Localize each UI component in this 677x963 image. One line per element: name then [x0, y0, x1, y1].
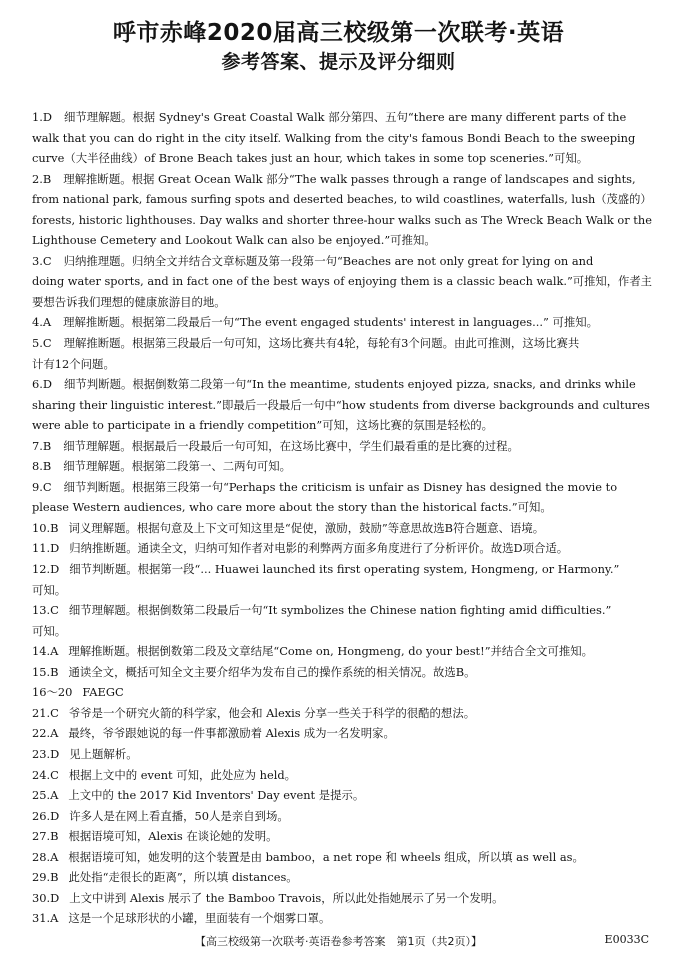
answer-line	[32, 189, 652, 210]
answer-line	[32, 600, 652, 621]
answer-line	[32, 662, 652, 683]
answer-line	[32, 744, 652, 765]
answer-line	[32, 333, 652, 354]
answer-number: 3.C	[32, 253, 52, 268]
answer-number: 16～20	[32, 685, 73, 700]
answer-explanation: 此处指“走很长的距离”，所以填 distances。	[68, 870, 298, 885]
answer-line	[32, 148, 652, 169]
answer-line	[32, 271, 652, 292]
answer-explanation: 可知。	[32, 623, 67, 638]
answer-line	[32, 641, 652, 662]
answer-line	[32, 559, 652, 580]
answer-explanation: FAEGC	[82, 685, 124, 700]
answer-explanation: Lighthouse Cemetery and Lookout Walk can also be enjoyed.”可推知。	[32, 233, 436, 248]
answer-number: 2.B	[32, 171, 52, 186]
answer-explanation: 细节判断题。根据倒数第二段第一句“In the meantime, students enjoyed pizza, snacks, and drinks while	[64, 377, 636, 392]
answer-line	[32, 354, 652, 375]
answer-number: 22.A	[32, 726, 59, 741]
answer-explanation: 可知。	[32, 582, 67, 597]
answer-line	[32, 251, 652, 272]
answer-number: 14.A	[32, 644, 59, 659]
answer-explanation: 细节理解题。根据最后一段最后一句可知，在这场比赛中，学生们最看重的是比赛的过程。	[63, 438, 519, 453]
answer-explanation: 归纳推理题。归纳全文并结合文章标题及第一段第一句“Beaches are not only great for lying on and	[63, 253, 594, 268]
answer-number: 8.B	[32, 459, 52, 474]
answer-explanation: 理解推断题。根据倒数第二段及文章结尾“Come on, Hongmeng, do your best!”并结合全文可推知。	[68, 644, 594, 659]
answer-line	[32, 128, 652, 149]
answer-number: 11.D	[32, 541, 60, 556]
answer-number: 4.A	[32, 315, 52, 330]
answer-explanation: 细节理解题。根据第二段第一、二两句可知。	[63, 459, 292, 474]
answer-explanation: 细节理解题。根据 Sydney's Great Coastal Walk 部分第四、五句“there are many different parts of the	[64, 110, 627, 124]
page-title: 呼市赤峰2020届高三校级第一次联考·英语	[112, 20, 565, 46]
answer-line	[32, 518, 652, 539]
answer-number: 25.A	[32, 788, 59, 803]
answer-number: 30.D	[32, 890, 60, 905]
answer-line	[32, 169, 652, 190]
answer-line	[32, 538, 652, 559]
answer-number: 31.A	[32, 911, 59, 926]
answer-number: 5.C	[32, 336, 52, 351]
answer-line	[32, 415, 652, 436]
answer-line	[32, 230, 652, 251]
answer-line	[32, 374, 652, 395]
answer-explanation: curve（大半径曲线）of Brone Beach takes just an hour, which takes in some top sceneries.”可知。	[32, 151, 589, 166]
answer-line	[32, 477, 652, 498]
answer-explanation: 上文中的 the 2017 Kid Inventors' Day event 是提示。	[68, 788, 365, 803]
answer-explanation: 理解推断题。根据第三段最后一句可知，这场比赛共有4轮，每轮有3个问题。由此可推测，这场比赛共	[63, 336, 580, 351]
answer-explanation: 理解推断题。根据第二段最后一句“The event engaged students' interest in languages...” 可推知。	[63, 315, 599, 330]
answer-line	[32, 395, 652, 416]
answer-line	[32, 107, 652, 128]
answer-explanation: 根据上文中的 event 可知，此处应为 held。	[68, 767, 297, 782]
answer-list	[32, 107, 652, 929]
answer-explanation: 归纳推断题。通读全文，归纳可知作者对电影的利弊两方面多角度进行了分析评价。故选D项合适。	[69, 541, 569, 556]
answer-line	[32, 867, 652, 888]
answer-line	[32, 456, 652, 477]
answer-explanation: 计有12个问题。	[32, 356, 115, 371]
answer-explanation: please Western audiences, who care more about the story than the historical facts.”可知。	[32, 500, 552, 515]
answer-number: 24.C	[32, 767, 59, 782]
answer-explanation: 细节判断题。根据第一段“... Huawei launched its first operating system, Hongmeng, or Harmony.”	[69, 562, 620, 577]
answer-line	[32, 785, 652, 806]
answer-explanation: 通读全文，概括可知全文主要介绍华为发布自己的操作系统的相关情况。故选B。	[68, 664, 476, 679]
answer-line	[32, 312, 652, 333]
answer-explanation: 词义理解题。根据句意及上下文可知这里是“促使，激励，鼓励”等意思故选B符合题意、语境。	[68, 520, 545, 535]
answer-explanation: 上文中讲到 Alexis 展示了 the Bamboo Travois，所以此处指她展示了另一个发明。	[69, 890, 504, 905]
answer-explanation: 细节理解题。根据倒数第二段最后一句“It symbolizes the Chinese nation fighting amid difficulties.”	[68, 603, 612, 618]
answer-explanation: 爷爷是一个研究火箭的科学家，他会和 Alexis 分享一些关于科学的很酷的想法。	[68, 705, 476, 720]
document-code: E0033C	[604, 933, 649, 946]
answer-line	[32, 765, 652, 786]
answer-number: 7.B	[32, 438, 52, 453]
page-subtitle: 参考答案、提示及评分细则	[221, 51, 456, 73]
answer-explanation: sharing their linguistic interest.”即最后一段最后一句中“how students from diverse backgrounds and cultures	[32, 397, 650, 412]
answer-explanation: 见上题解析。	[69, 746, 138, 761]
answer-line	[32, 847, 652, 868]
footer-text: 【高三校级第一次联考·英语卷参考答案 第1页（共2页）】	[195, 935, 482, 948]
answer-line	[32, 682, 652, 703]
answer-explanation: 根据语境可知，Alexis 在谈论她的发明。	[68, 829, 278, 844]
answer-line	[32, 703, 652, 724]
answer-line	[32, 292, 652, 313]
answer-number: 1.D	[32, 110, 53, 124]
answer-explanation: forests, historic lighthouses. Day walks and shorter three-hour walks such as The Wreck Beach Walk or the	[32, 212, 652, 227]
answer-explanation: were able to participate in a friendly competition”可知，这场比赛的氛围是轻松的。	[32, 418, 494, 433]
answer-explanation: 最终，爷爷跟她说的每一件事都激励着 Alexis 成为一名发明家。	[68, 726, 395, 741]
answer-line	[32, 436, 652, 457]
answer-explanation: from national park, famous surfing spots and deserted beaches, to wild coastlines, waterfalls, lush（茂盛的）	[32, 192, 652, 207]
answer-number: 15.B	[32, 664, 59, 679]
answer-line	[32, 826, 652, 847]
answer-number: 28.A	[32, 849, 59, 864]
answer-explanation: 根据语境可知，她发明的这个装置是由 bamboo，a net rope 和 wheels 组成，所以填 as well as。	[68, 849, 584, 864]
answer-explanation: 要想告诉我们理想的健康旅游目的地。	[32, 294, 226, 309]
answer-line	[32, 580, 652, 601]
answer-number: 23.D	[32, 746, 60, 761]
answer-number: 13.C	[32, 603, 59, 618]
answer-number: 9.C	[32, 479, 52, 494]
answer-explanation: 这是一个足球形状的小罐，里面装有一个烟雾口罩。	[68, 911, 331, 926]
answer-line	[32, 210, 652, 231]
answer-number: 21.C	[32, 705, 59, 720]
answer-line	[32, 621, 652, 642]
answer-line	[32, 723, 652, 744]
answer-explanation: 细节判断题。根据第三段第一句“Perhaps the criticism is unfair as Disney has designed the movie to	[63, 479, 618, 494]
answer-explanation: 许多人是在网上看直播，50人是亲自到场。	[69, 808, 289, 823]
page-footer	[0, 933, 677, 953]
answer-explanation: walk that you can do right in the city itself. Walking from the city's famous Bondi Beach to the sweeping	[32, 130, 636, 145]
answer-line	[32, 888, 652, 909]
answer-number: 10.B	[32, 520, 59, 535]
answer-explanation: doing water sports, and in fact one of the best ways of enjoying them is a classic beach walk.”可推知，作者主	[32, 274, 652, 289]
answer-explanation: 理解推断题。根据 Great Ocean Walk 部分“The walk passes through a range of landscapes and sights,	[63, 171, 636, 186]
answer-line	[32, 497, 652, 518]
answer-number: 26.D	[32, 808, 60, 823]
answer-number: 6.D	[32, 377, 53, 392]
answer-number: 27.B	[32, 829, 59, 844]
answer-number: 12.D	[32, 562, 60, 577]
answer-line	[32, 908, 652, 929]
answer-line	[32, 806, 652, 827]
answer-number: 29.B	[32, 870, 59, 885]
